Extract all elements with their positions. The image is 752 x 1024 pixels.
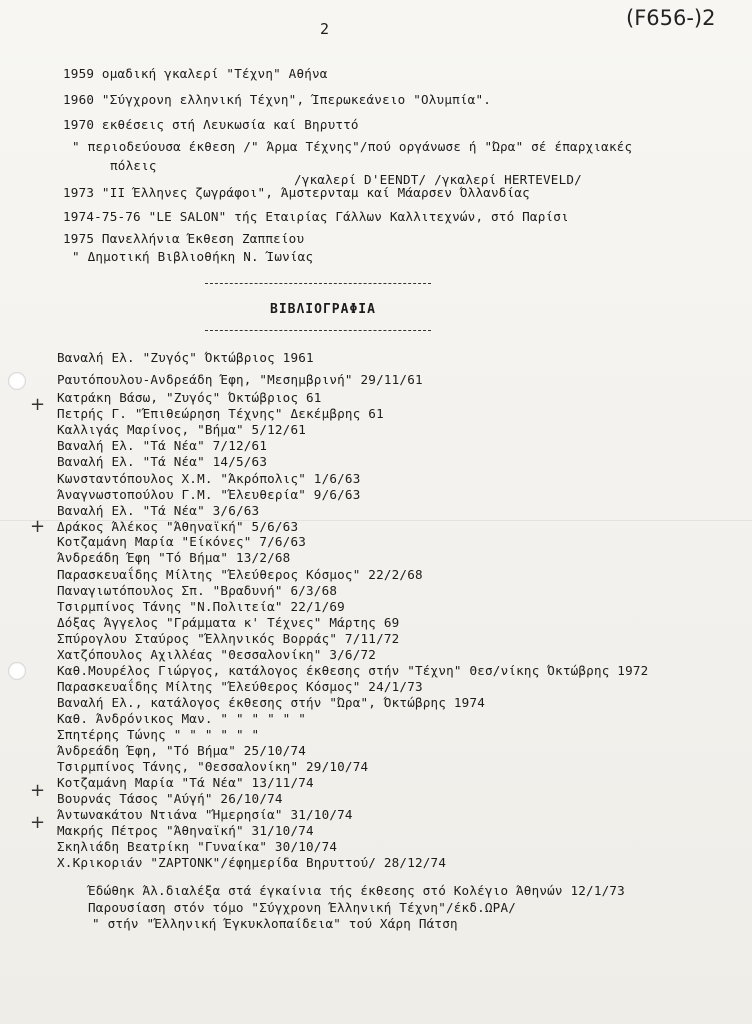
bibliography-entry: Άνδρεάδη Έφη "Τό Βήμα" 13/2/68: [57, 550, 291, 565]
divider-bottom: [205, 330, 431, 331]
bibliography-entry: Βαναλή Ελ. "Ζυγός" Όκτώβριος 1961: [57, 350, 314, 365]
bibliography-title: ΒΙΒΛΙΟΓΡΑΦΙΑ: [270, 302, 376, 317]
margin-cross-mark: +: [30, 516, 46, 537]
bibliography-entry: Βουρνάς Τάσος "Αύγή" 26/10/74: [57, 791, 283, 806]
bibliography-entry: Κοτζαμάνη Μαρία "Τά Νέα" 13/11/74: [57, 775, 314, 790]
bibliography-entry: Μακρής Πέτρος "Άθηναϊκή" 31/10/74: [57, 823, 314, 838]
bibliography-entry: Ραυτόπουλου-Ανδρεάδη Έφη, "Μεσημβρινή" 29/11/61: [57, 372, 423, 387]
bibliography-entry: Βαναλή Ελ. "Τά Νέα" 14/5/63: [57, 454, 268, 469]
exhibition-line: 1960 "Σύγχρονη ελληνική Τέχνη", Ίπερωκεάνειο "Ολυμπία".: [63, 92, 492, 107]
exhibition-line: " περιοδεύουσα έκθεση /" Άρμα Τέχνης"/πού οργάνωσε ή "Ώρα" σέ έπαρχιακές: [72, 139, 633, 154]
margin-cross-mark: +: [30, 780, 46, 801]
bibliography-entry: Καθ.Μουρέλος Γιώργος, κατάλογος έκθεσης στήν "Τέχνη" Θεσ/νίκης Όκτώβρης 1972: [57, 663, 649, 678]
note-line: " στήν "Έλληνική Έγκυκλοπαίδεια" τού Χάρη Πάτση: [92, 916, 458, 931]
exhibition-line: /γκαλερί D'EENDT/ /γκαλερί HERTEVELD/: [294, 172, 582, 187]
bibliography-entry: Δράκος Άλέκος "Άθηναϊκή" 5/6/63: [57, 519, 299, 534]
margin-cross-mark: +: [30, 394, 46, 415]
binder-hole: [8, 662, 26, 680]
exhibition-line: 1973 "ΙΙ Έλληνες ζωγράφοι", Άμστερνταμ καί Μάαρσεν Όλλανδίας: [63, 185, 530, 200]
handwritten-reference: (F656-)2: [626, 6, 716, 30]
bibliography-entry: Πετρής Γ. "Έπιθεώρηση Τέχνης" Δεκέμβρης 61: [57, 406, 384, 421]
bibliography-entry: Βαναλή Ελ. "Τά Νέα" 3/6/63: [57, 503, 260, 518]
bibliography-entry: Καλλιγάς Μαρίνος, "Βήμα" 5/12/61: [57, 422, 307, 437]
bibliography-entry: Βαναλή Ελ., κατάλογος έκθεσης στήν "Ώρα", Όκτώβρης 1974: [57, 695, 486, 710]
divider-top: [205, 283, 431, 284]
bibliography-entry: Παρασκευαΐδης Μίλτης "Έλεύθερος Κόσμος" 24/1/73: [57, 679, 423, 694]
bibliography-entry: Τσιρμπίνος Τάνης, "Θεσσαλονίκη" 29/10/74: [57, 759, 369, 774]
bibliography-entry: Παναγιωτόπουλος Σπ. "Βραδυνή" 6/3/68: [57, 583, 338, 598]
note-line: Παρουσίαση στόν τόμο "Σύγχρονη Έλληνική Τέχνη"/έκδ.ΩΡΑ/: [88, 900, 517, 915]
bibliography-entry: Σπητέρης Τώνης " " " " " ": [57, 727, 260, 742]
bibliography-entry: Χ.Κρικοριάν "ΖΑΡΤΟΝΚ"/έφημερίδα Βηρυττού/ 28/12/74: [57, 855, 447, 870]
bibliography-entry: Άνδρεάδη Έφη, "Τό Βήμα" 25/10/74: [57, 743, 307, 758]
bibliography-entry: Χατζόπουλος Αχιλλέας "Θεσσαλονίκη" 3/6/72: [57, 647, 377, 662]
bibliography-entry: Τσιρμπίνος Τάνης "Ν.Πολιτεία" 22/1/69: [57, 599, 345, 614]
note-line: Έδώθηκ Άλ.διαλέξα στά έγκαίνια τής έκθεσης στό Κολέγιο Άθηνών 12/1/73: [88, 883, 625, 898]
margin-cross-mark: +: [30, 812, 46, 833]
bibliography-entry: Βαναλή Ελ. "Τά Νέα" 7/12/61: [57, 438, 268, 453]
exhibition-line: 1975 Πανελλήνια Έκθεση Ζαππείου: [63, 231, 305, 246]
bibliography-entry: Κοτζαμάνη Μαρία "Είκόνες" 7/6/63: [57, 534, 307, 549]
bibliography-entry: Άναγνωστοπούλου Γ.Μ. "Έλευθερία" 9/6/63: [57, 487, 361, 502]
bibliography-entry: Παρασκευαΐδης Μίλτης "Έλεύθερος Κόσμος" 22/2/68: [57, 567, 423, 582]
exhibition-line: 1974-75-76 "LE SALON" τής Εταιρίας Γάλλων Καλλιτεχνών, στό Παρίσι: [63, 209, 569, 224]
bibliography-entry: Καθ. Άνδρόνικος Μαν. " " " " " ": [57, 711, 307, 726]
exhibition-line: 1970 εκθέσεις στή Λευκωσία καί Βηρυττό: [63, 117, 359, 132]
exhibition-line: 1959 ομαδική γκαλερί "Τέχνη" Αθήνα: [63, 66, 328, 81]
exhibition-line: πόλεις: [110, 158, 157, 173]
page-number: 2: [320, 20, 330, 38]
bibliography-entry: Άντωνακάτου Ντιάνα "Ήμερησία" 31/10/74: [57, 807, 353, 822]
bibliography-entry: Κατράκη Βάσω, "Ζυγός" Όκτώβριος 61: [57, 390, 322, 405]
exhibition-line: " Δημοτική Βιβλιοθήκη Ν. Ίωνίας: [72, 249, 314, 264]
bibliography-entry: Δόξας Άγγελος "Γράμματα κ' Τέχνες" Μάρτης 69: [57, 615, 400, 630]
bibliography-entry: Σκηλιάδη Βεατρίκη "Γυναίκα" 30/10/74: [57, 839, 338, 854]
bibliography-entry: Σπύρογλου Σταύρος "Έλληνικός Βορράς" 7/11/72: [57, 631, 400, 646]
bibliography-entry: Κωνσταντόπουλος Χ.Μ. "Άκρόπολις" 1/6/63: [57, 471, 361, 486]
binder-hole: [8, 372, 26, 390]
